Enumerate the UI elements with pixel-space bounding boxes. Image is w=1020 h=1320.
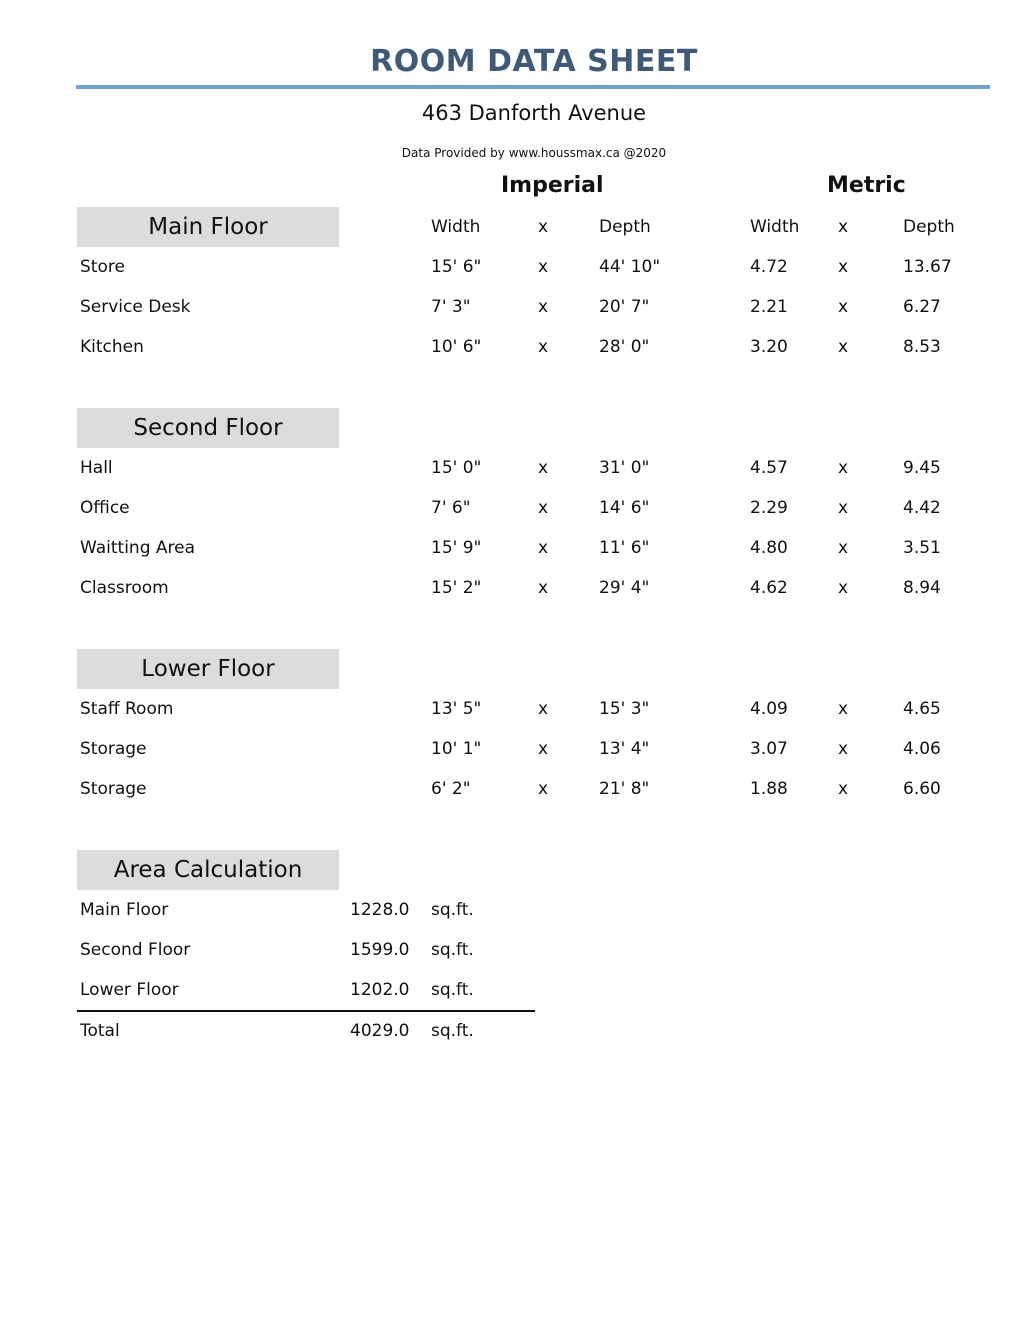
imperial-width: 6' 2" <box>431 779 471 799</box>
metric-width: 4.62 <box>750 578 788 598</box>
imperial-times: x <box>538 578 549 598</box>
col-metric-depth: Depth <box>903 217 955 237</box>
imperial-width: 7' 6" <box>431 498 471 518</box>
metric-width: 2.29 <box>750 498 788 518</box>
imperial-width: 15' 2" <box>431 578 482 598</box>
total-value: 4029.0 <box>350 1021 410 1041</box>
room-name: Staff Room <box>80 699 174 719</box>
room-name: Storage <box>80 739 147 759</box>
metric-depth: 3.51 <box>903 538 941 558</box>
room-name: Storage <box>80 779 147 799</box>
imperial-depth: 11' 6" <box>599 538 650 558</box>
imperial-depth: 28' 0" <box>599 337 650 357</box>
total-label: Total <box>80 1021 120 1041</box>
imperial-depth: 29' 4" <box>599 578 650 598</box>
imperial-times: x <box>538 699 549 719</box>
metric-depth: 6.60 <box>903 779 941 799</box>
imperial-depth: 20' 7" <box>599 297 650 317</box>
room-name: Service Desk <box>80 297 191 317</box>
metric-times: x <box>838 257 849 277</box>
imperial-depth: 44' 10" <box>599 257 661 277</box>
metric-times: x <box>838 297 849 317</box>
metric-width: 4.09 <box>750 699 788 719</box>
metric-times: x <box>838 498 849 518</box>
imperial-width: 15' 0" <box>431 458 482 478</box>
section-header-area-calculation: Area Calculation <box>77 850 339 890</box>
section-header-second-floor: Second Floor <box>77 408 339 448</box>
metric-depth: 9.45 <box>903 458 941 478</box>
metric-width: 4.80 <box>750 538 788 558</box>
metric-depth: 6.27 <box>903 297 941 317</box>
col-metric-x: x <box>838 217 849 237</box>
col-metric-width: Width <box>750 217 800 237</box>
total-divider <box>77 1010 535 1012</box>
page-title: ROOM DATA SHEET <box>370 44 698 79</box>
col-imperial-depth: Depth <box>599 217 651 237</box>
imperial-depth: 13' 4" <box>599 739 650 759</box>
imperial-depth: 31' 0" <box>599 458 650 478</box>
room-name: Waitting Area <box>80 538 196 558</box>
metric-times: x <box>838 538 849 558</box>
section-header-main-floor: Main Floor <box>77 207 339 247</box>
imperial-depth: 14' 6" <box>599 498 650 518</box>
area-unit: sq.ft. <box>431 980 474 1000</box>
metric-width: 1.88 <box>750 779 788 799</box>
imperial-times: x <box>538 257 549 277</box>
area-value: 1228.0 <box>350 900 410 920</box>
room-name: Classroom <box>80 578 169 598</box>
room-name: Store <box>80 257 125 277</box>
section-header-lower-floor: Lower Floor <box>77 649 339 689</box>
imperial-times: x <box>538 498 549 518</box>
imperial-times: x <box>538 458 549 478</box>
metric-times: x <box>838 578 849 598</box>
metric-heading: Metric <box>827 173 906 198</box>
room-name: Hall <box>80 458 113 478</box>
imperial-width: 7' 3" <box>431 297 471 317</box>
title-divider <box>76 85 990 89</box>
area-value: 1599.0 <box>350 940 410 960</box>
imperial-width: 15' 9" <box>431 538 482 558</box>
metric-times: x <box>838 337 849 357</box>
imperial-times: x <box>538 337 549 357</box>
col-imperial-x: x <box>538 217 549 237</box>
col-imperial-width: Width <box>431 217 481 237</box>
room-name: Kitchen <box>80 337 144 357</box>
metric-width: 2.21 <box>750 297 788 317</box>
metric-depth: 4.42 <box>903 498 941 518</box>
area-floor-name: Second Floor <box>80 940 191 960</box>
imperial-depth: 21' 8" <box>599 779 650 799</box>
metric-times: x <box>838 779 849 799</box>
imperial-depth: 15' 3" <box>599 699 650 719</box>
imperial-width: 15' 6" <box>431 257 482 277</box>
metric-width: 3.20 <box>750 337 788 357</box>
area-unit: sq.ft. <box>431 940 474 960</box>
imperial-width: 10' 6" <box>431 337 482 357</box>
metric-depth: 4.65 <box>903 699 941 719</box>
metric-width: 4.57 <box>750 458 788 478</box>
imperial-times: x <box>538 779 549 799</box>
total-unit: sq.ft. <box>431 1021 474 1041</box>
area-unit: sq.ft. <box>431 900 474 920</box>
area-floor-name: Lower Floor <box>80 980 179 1000</box>
metric-times: x <box>838 458 849 478</box>
metric-depth: 8.94 <box>903 578 941 598</box>
imperial-width: 10' 1" <box>431 739 482 759</box>
room-name: Office <box>80 498 130 518</box>
imperial-times: x <box>538 297 549 317</box>
area-floor-name: Main Floor <box>80 900 169 920</box>
imperial-width: 13' 5" <box>431 699 482 719</box>
area-value: 1202.0 <box>350 980 410 1000</box>
imperial-times: x <box>538 739 549 759</box>
metric-width: 3.07 <box>750 739 788 759</box>
metric-depth: 13.67 <box>903 257 952 277</box>
metric-times: x <box>838 699 849 719</box>
data-source-note: Data Provided by www.houssmax.ca @2020 <box>401 146 667 160</box>
metric-width: 4.72 <box>750 257 788 277</box>
metric-depth: 4.06 <box>903 739 941 759</box>
imperial-heading: Imperial <box>501 173 604 198</box>
metric-depth: 8.53 <box>903 337 941 357</box>
property-address: 463 Danforth Avenue <box>421 101 647 125</box>
imperial-times: x <box>538 538 549 558</box>
metric-times: x <box>838 739 849 759</box>
